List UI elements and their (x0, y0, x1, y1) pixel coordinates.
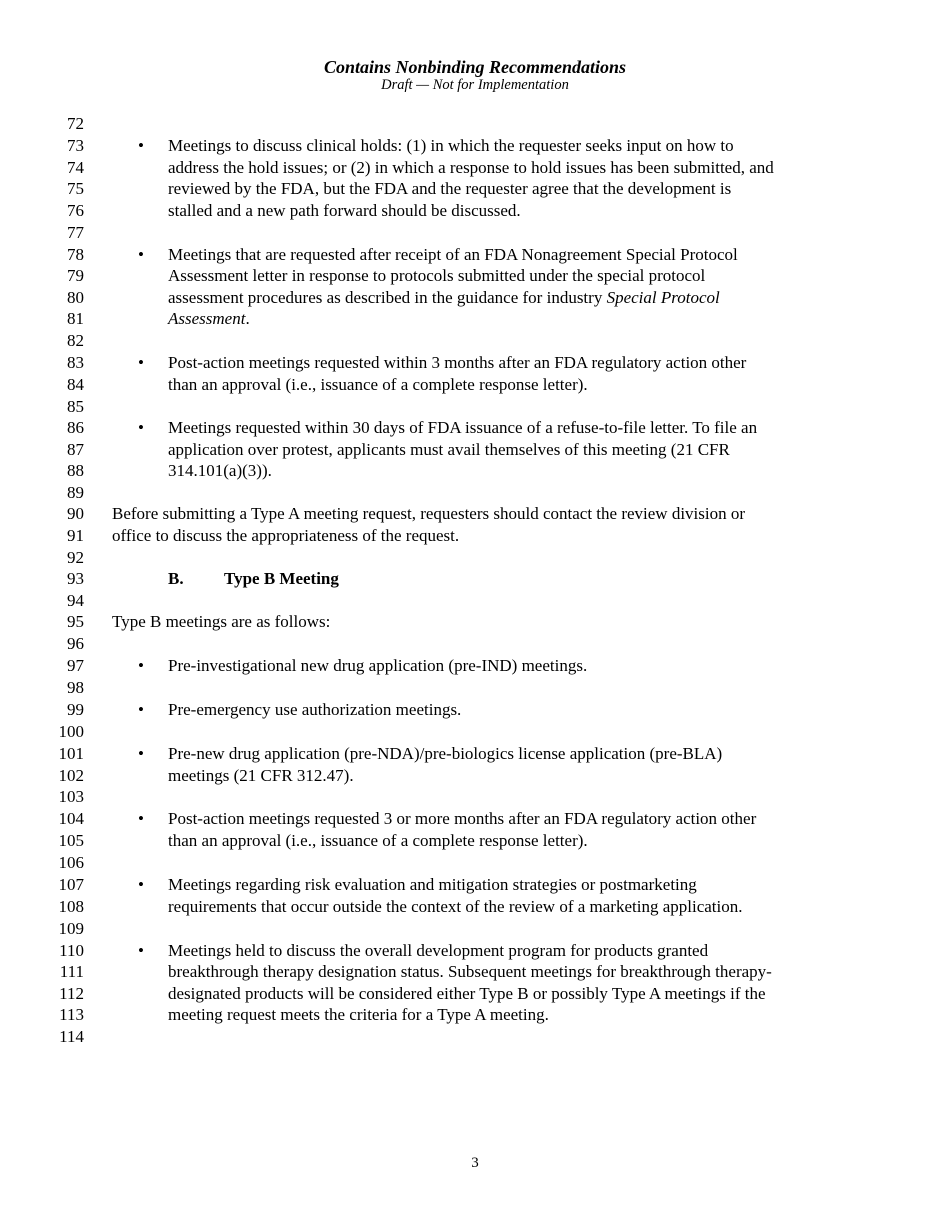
line-number: 98 (67, 678, 84, 697)
line-number: 114 (59, 1027, 84, 1046)
bullet-rems-line-1: Meetings regarding risk evaluation and mitigation strategies or postmarketing (168, 875, 697, 894)
bullet-spa-line-4: Assessment. (168, 309, 250, 328)
document-header-subtitle: Draft — Not for Implementation (381, 77, 569, 93)
line-number: 81 (67, 309, 84, 328)
line-number: 84 (67, 375, 84, 394)
line-number: 78 (67, 245, 84, 264)
line-number: 79 (67, 266, 84, 285)
line-number: 89 (67, 483, 84, 502)
line-number: 108 (58, 897, 84, 916)
line-number: 74 (67, 158, 84, 177)
line-number: 72 (67, 114, 84, 133)
bullet-clinical-holds-line-2: address the hold issues; or (2) in which a response to hold issues has been submitted, and (168, 158, 774, 177)
bullet-post-action-line-1: Post-action meetings requested within 3 months after an FDA regulatory action other (168, 353, 747, 372)
line-number: 80 (67, 288, 84, 307)
bullet-spa-line-1: Meetings that are requested after receipt of an FDA Nonagreement Special Protocol (168, 245, 738, 264)
bullet-post-action-3mo-line-1: Post-action meetings requested 3 or more months after an FDA regulatory action other (168, 809, 757, 828)
line-number: 91 (67, 526, 84, 545)
line-number: 82 (67, 331, 84, 350)
bullet-icon: • (138, 418, 144, 437)
paragraph-type-a-line-1: Before submitting a Type A meeting request, requesters should contact the review division or (112, 504, 746, 523)
line-number: 96 (67, 634, 84, 653)
line-number: 86 (67, 418, 84, 437)
line-number: 109 (58, 919, 84, 938)
bullet-breakthrough-line-3: designated products will be considered either Type B or possibly Type A meetings if the (168, 984, 766, 1003)
bullet-clinical-holds-line-4: stalled and a new path forward should be discussed. (168, 201, 521, 220)
line-number: 100 (58, 722, 84, 741)
bullet-refuse-to-file-line-3: 314.101(a)(3)). (168, 461, 272, 480)
bullet-breakthrough-line-1: Meetings held to discuss the overall development program for products granted (168, 941, 709, 960)
bullet-pre-nda-line-1: Pre-new drug application (pre-NDA)/pre-biologics license application (pre-BLA) (168, 744, 723, 763)
type-b-intro: Type B meetings are as follows: (112, 612, 331, 631)
bullet-clinical-holds-line-3: reviewed by the FDA, but the FDA and the requester agree that the development is (168, 179, 732, 198)
line-number: 111 (59, 962, 84, 981)
bullet-rems-line-2: requirements that occur outside the context of the review of a marketing application. (168, 897, 743, 916)
line-number: 99 (67, 700, 84, 719)
page-number: 3 (471, 1155, 479, 1171)
bullet-post-action-line-2: than an approval (i.e., issuance of a complete response letter). (168, 375, 588, 394)
bullet-post-action-3mo-line-2: than an approval (i.e., issuance of a complete response letter). (168, 831, 588, 850)
document-header-title: Contains Nonbinding Recommendations (323, 57, 627, 77)
line-number: 113 (59, 1005, 84, 1024)
bullet-pre-nda-line-2: meetings (21 CFR 312.47). (168, 766, 354, 785)
line-number: 85 (67, 397, 84, 416)
line-number: 76 (67, 201, 84, 220)
line-number: 102 (58, 766, 84, 785)
line-number: 97 (67, 656, 84, 675)
bullet-breakthrough-line-2: breakthrough therapy designation status. Subsequent meetings for breakthrough therapy- (168, 962, 772, 981)
guidance-title-italic: Special Protocol (606, 288, 720, 307)
section-b-letter: B. (168, 569, 184, 588)
bullet-icon: • (138, 656, 144, 675)
line-number: 107 (58, 875, 84, 894)
line-number: 103 (58, 787, 84, 806)
bullet-icon: • (138, 875, 144, 894)
line-number: 94 (67, 591, 84, 610)
bullet-icon: • (138, 744, 144, 763)
line-number: 105 (58, 831, 84, 850)
bullet-icon: • (138, 136, 144, 155)
line-number: 93 (67, 569, 84, 588)
line-number: 106 (58, 853, 84, 872)
bullet-icon: • (138, 245, 144, 264)
bullet-icon: • (138, 353, 144, 372)
bullet-spa-line-3: assessment procedures as described in the guidance for industry Special Protocol (168, 288, 720, 307)
bullet-icon: • (138, 700, 144, 719)
bullet-icon: • (138, 809, 144, 828)
line-number: 75 (67, 179, 84, 198)
bullet-pre-ind: Pre-investigational new drug application (pre-IND) meetings. (168, 656, 588, 675)
line-number: 112 (59, 984, 84, 1003)
line-number: 83 (67, 353, 84, 372)
line-number: 92 (67, 548, 84, 567)
line-number: 110 (59, 941, 84, 960)
section-b-heading: Type B Meeting (224, 569, 339, 588)
bullet-refuse-to-file-line-2: application over protest, applicants must avail themselves of this meeting (21 CFR (168, 440, 730, 459)
line-number: 88 (67, 461, 84, 480)
line-number: 95 (67, 612, 84, 631)
bullet-pre-eua: Pre-emergency use authorization meetings. (168, 700, 462, 719)
bullet-clinical-holds-line-1: Meetings to discuss clinical holds: (1) in which the requester seeks input on how to (168, 136, 734, 155)
line-number: 90 (67, 504, 84, 523)
line-number: 87 (67, 440, 84, 459)
paragraph-type-a-line-2: office to discuss the appropriateness of the request. (112, 526, 460, 545)
line-number: 104 (58, 809, 84, 828)
guidance-title-italic-cont: Assessment (168, 309, 246, 328)
line-number: 73 (67, 136, 84, 155)
bullet-spa-line-2: Assessment letter in response to protocols submitted under the special protocol (168, 266, 706, 285)
bullet-refuse-to-file-line-1: Meetings requested within 30 days of FDA issuance of a refuse-to-file letter. To file an (168, 418, 758, 437)
bullet-icon: • (138, 941, 144, 960)
line-number: 101 (58, 744, 84, 763)
line-number: 77 (67, 223, 84, 242)
bullet-breakthrough-line-4: meeting request meets the criteria for a Type A meeting. (168, 1005, 549, 1024)
